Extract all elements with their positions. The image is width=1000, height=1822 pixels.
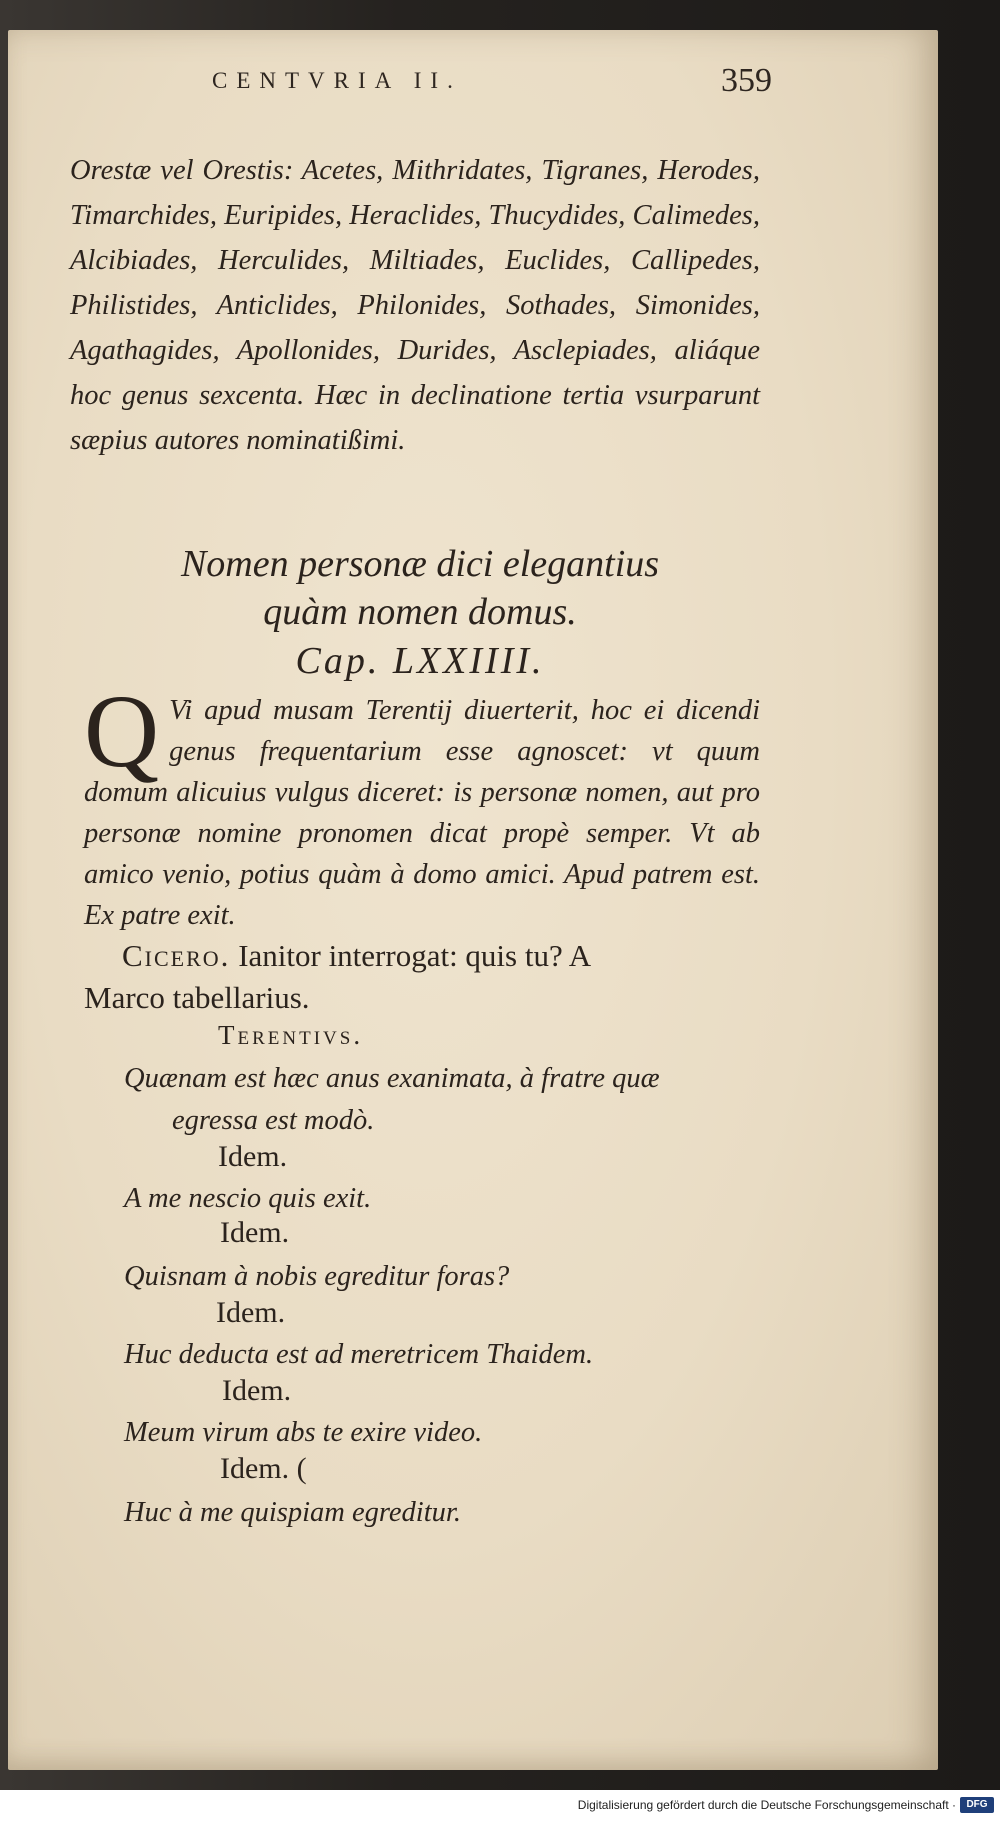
chapter-title-line1: Nomen personæ dici elegantius [180, 543, 660, 585]
terentius-speaker: Terentivs. [218, 1020, 364, 1050]
quote-3-line1: Quisnam à nobis egreditur foras? [124, 1261, 510, 1292]
idem-4: Idem. [222, 1374, 292, 1407]
quote-3 [124, 1256, 774, 1298]
running-head: CENTVRIA II. [212, 68, 462, 93]
chapter-title [70, 540, 770, 686]
page-header [212, 62, 772, 108]
idem-1: Idem. [218, 1140, 288, 1173]
funding-credit: Digitalisierung gefördert durch die Deutsche Forschungsgemeinschaft · [577, 1798, 956, 1812]
cicero-author: Cicero. [122, 938, 231, 973]
cicero-text-line2: Marco tabellarius. [84, 980, 310, 1015]
chapter-body [84, 674, 760, 936]
quote-5 [124, 1412, 774, 1454]
quote-6 [124, 1492, 774, 1534]
quote-2 [124, 1178, 774, 1220]
quote-4 [124, 1334, 774, 1376]
chapter-body-text: Vi apud musam Terentij diuerterit, hoc ei dicendi genus frequentarium esse agnoscet: vt quum domum alicuius vulgus diceret: is personæ nomen, aut pro personæ nomine pronomen dicat propè semper. Vt ab amico venio, potius quàm à domo amici. Apud patrem est. Ex patre exit. [84, 695, 760, 931]
quote-5-line1: Meum virum abs te exire video. [124, 1417, 483, 1448]
dfg-logo: DFG [960, 1797, 994, 1813]
idem-3: Idem. [216, 1296, 286, 1329]
drop-cap: Q [84, 674, 160, 789]
idem-2: Idem. [220, 1216, 290, 1249]
quote-4-line1: Huc deducta est ad meretricem Thaidem. [124, 1339, 594, 1370]
quote-2-line1: A me nescio quis exit. [124, 1183, 372, 1214]
chapter-number: Cap. LXXIIII. [295, 640, 545, 682]
quote-1-line1: Quænam est hæc anus exanimata, à fratre quæ [124, 1063, 660, 1094]
quote-6-line1: Huc à me quispiam egreditur. [124, 1497, 461, 1528]
page-number: 359 [721, 62, 772, 99]
chapter-title-line2: quàm nomen domus. [263, 591, 577, 633]
top-paragraph: Orestæ vel Orestis: Acetes, Mithridates, Tigranes, Herodes, Timarchides, Euripides, Heraclides, Thucydides, Calimedes, Alcibiades, Herculides, Miltiades, Euclides, Callipedes, Philistides, Anticlides, Philonides, Sothades, Simonides, Agathagides, Apollonides, Durides, Asclepiades, aliáque hoc genus sexcenta. Hæc in declinatione tertia vsurparunt sæpius autores nominatißimi. [70, 155, 760, 456]
footer-bar [0, 1790, 1000, 1822]
cicero-citation [84, 935, 760, 1019]
idem-5: Idem. ( [220, 1452, 307, 1485]
quote-1 [124, 1058, 774, 1142]
quote-1-line2: egressa est modò. [172, 1105, 375, 1136]
cicero-text-line1: Ianitor interrogat: quis tu? A [238, 938, 592, 973]
